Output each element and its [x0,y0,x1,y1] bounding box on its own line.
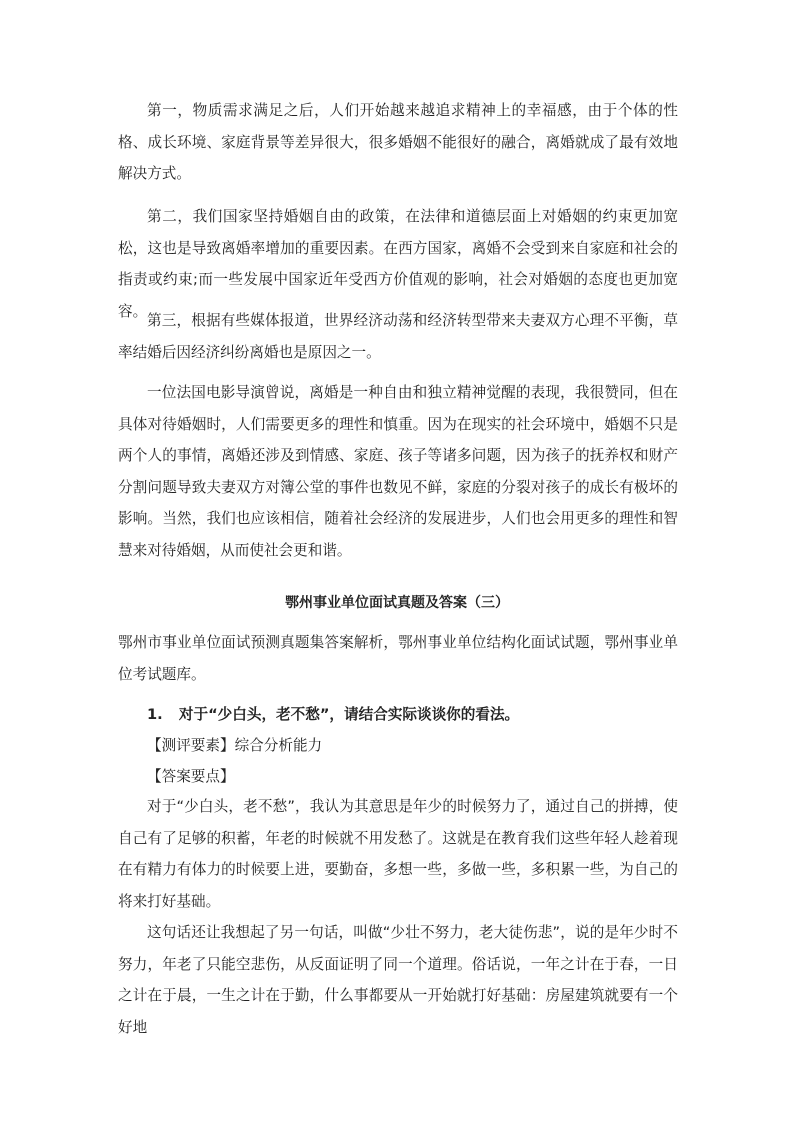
question-heading [147,700,678,730]
answer-points-label: 【答案要点】 [147,768,235,785]
answer-paragraph-2: 这句话还让我想起了另一句话，叫做“少壮不努力，老大徒伤悲”，说的是年少时不努力，年老了只能空悲伤，从反面证明了同一个道理。俗话说，一年之计在于春，一日之计在于晨，一生之计在于勤，什么事都要从一开始就打好基础：房屋建筑就要有一个好地 [118,924,678,1036]
answer-paragraph-1: 对于“少白头，老不愁”，我认为其意思是年少的时候努力了，通过自己的拼搏，使自己有了足够的积蓄，年老的时候就不用发愁了。这就是在教育我们这些年轻人趁着现在有精力有体力的时候要上进，要勤奋，多想一些，多做一些，多积累一些，为自己的将来打好基础。 [118,798,678,910]
assessment-element-value: 综合分析能力 [234,737,323,754]
assessment-element [147,731,678,761]
paragraph-first: 第一，物质需求满足之后，人们开始越来越追求精神上的幸福感，由于个体的性格、成长环境、家庭背景等差异很大，很多婚姻不能很好的融合，离婚就成了最有效地解决方式。 [118,102,678,182]
section-intro: 鄂州市事业单位面试预测真题集答案解析，鄂州事业单位结构化面试试题，鄂州事业单位考试题库。 [118,634,678,683]
paragraph-second: 第二，我们国家坚持婚姻自由的政策，在法律和道德层面上对婚姻的约束更加宽松，这也是导致离婚率增加的重要因素。在西方国家，离婚不会受到来自家庭和社会的指责或约束;而一些发展中国家近年受西方价值观的影响，社会对婚姻的态度也更加宽容。 [118,208,678,320]
paragraph-fourth: 一位法国电影导演曾说，离婚是一种自由和独立精神觉醒的表现，我很赞同，但在具体对待婚姻时，人们需要更多的理性和慎重。因为在现实的社会环境中，婚姻不只是两个人的事情，离婚还涉及到情感、家庭、孩子等诸多问题，因为孩子的抚养权和财产分割问题导致夫妻双方对簿公堂的事件也数见不鲜，家庭的分裂对孩子的成长有极坏的影响。当然，我们也应该相信，随着社会经济的发展进步，人们也会用更多的理性和智慧来对待婚姻，从而使社会更和谐。 [118,384,678,559]
question-text: 对于“少白头，老不愁”，请结合实际谈谈你的看法。 [178,706,520,723]
paragraph-third: 第三，根据有些媒体报道，世界经济动荡和经济转型带来夫妻双方心理不平衡，草率结婚后因经济纠纷离婚也是原因之一。 [118,312,678,361]
section-title: 鄂州事业单位面试真题及答案（三） [285,595,509,611]
question-number: 1. [147,706,163,723]
assessment-element-label: 【测评要素】 [147,737,235,754]
